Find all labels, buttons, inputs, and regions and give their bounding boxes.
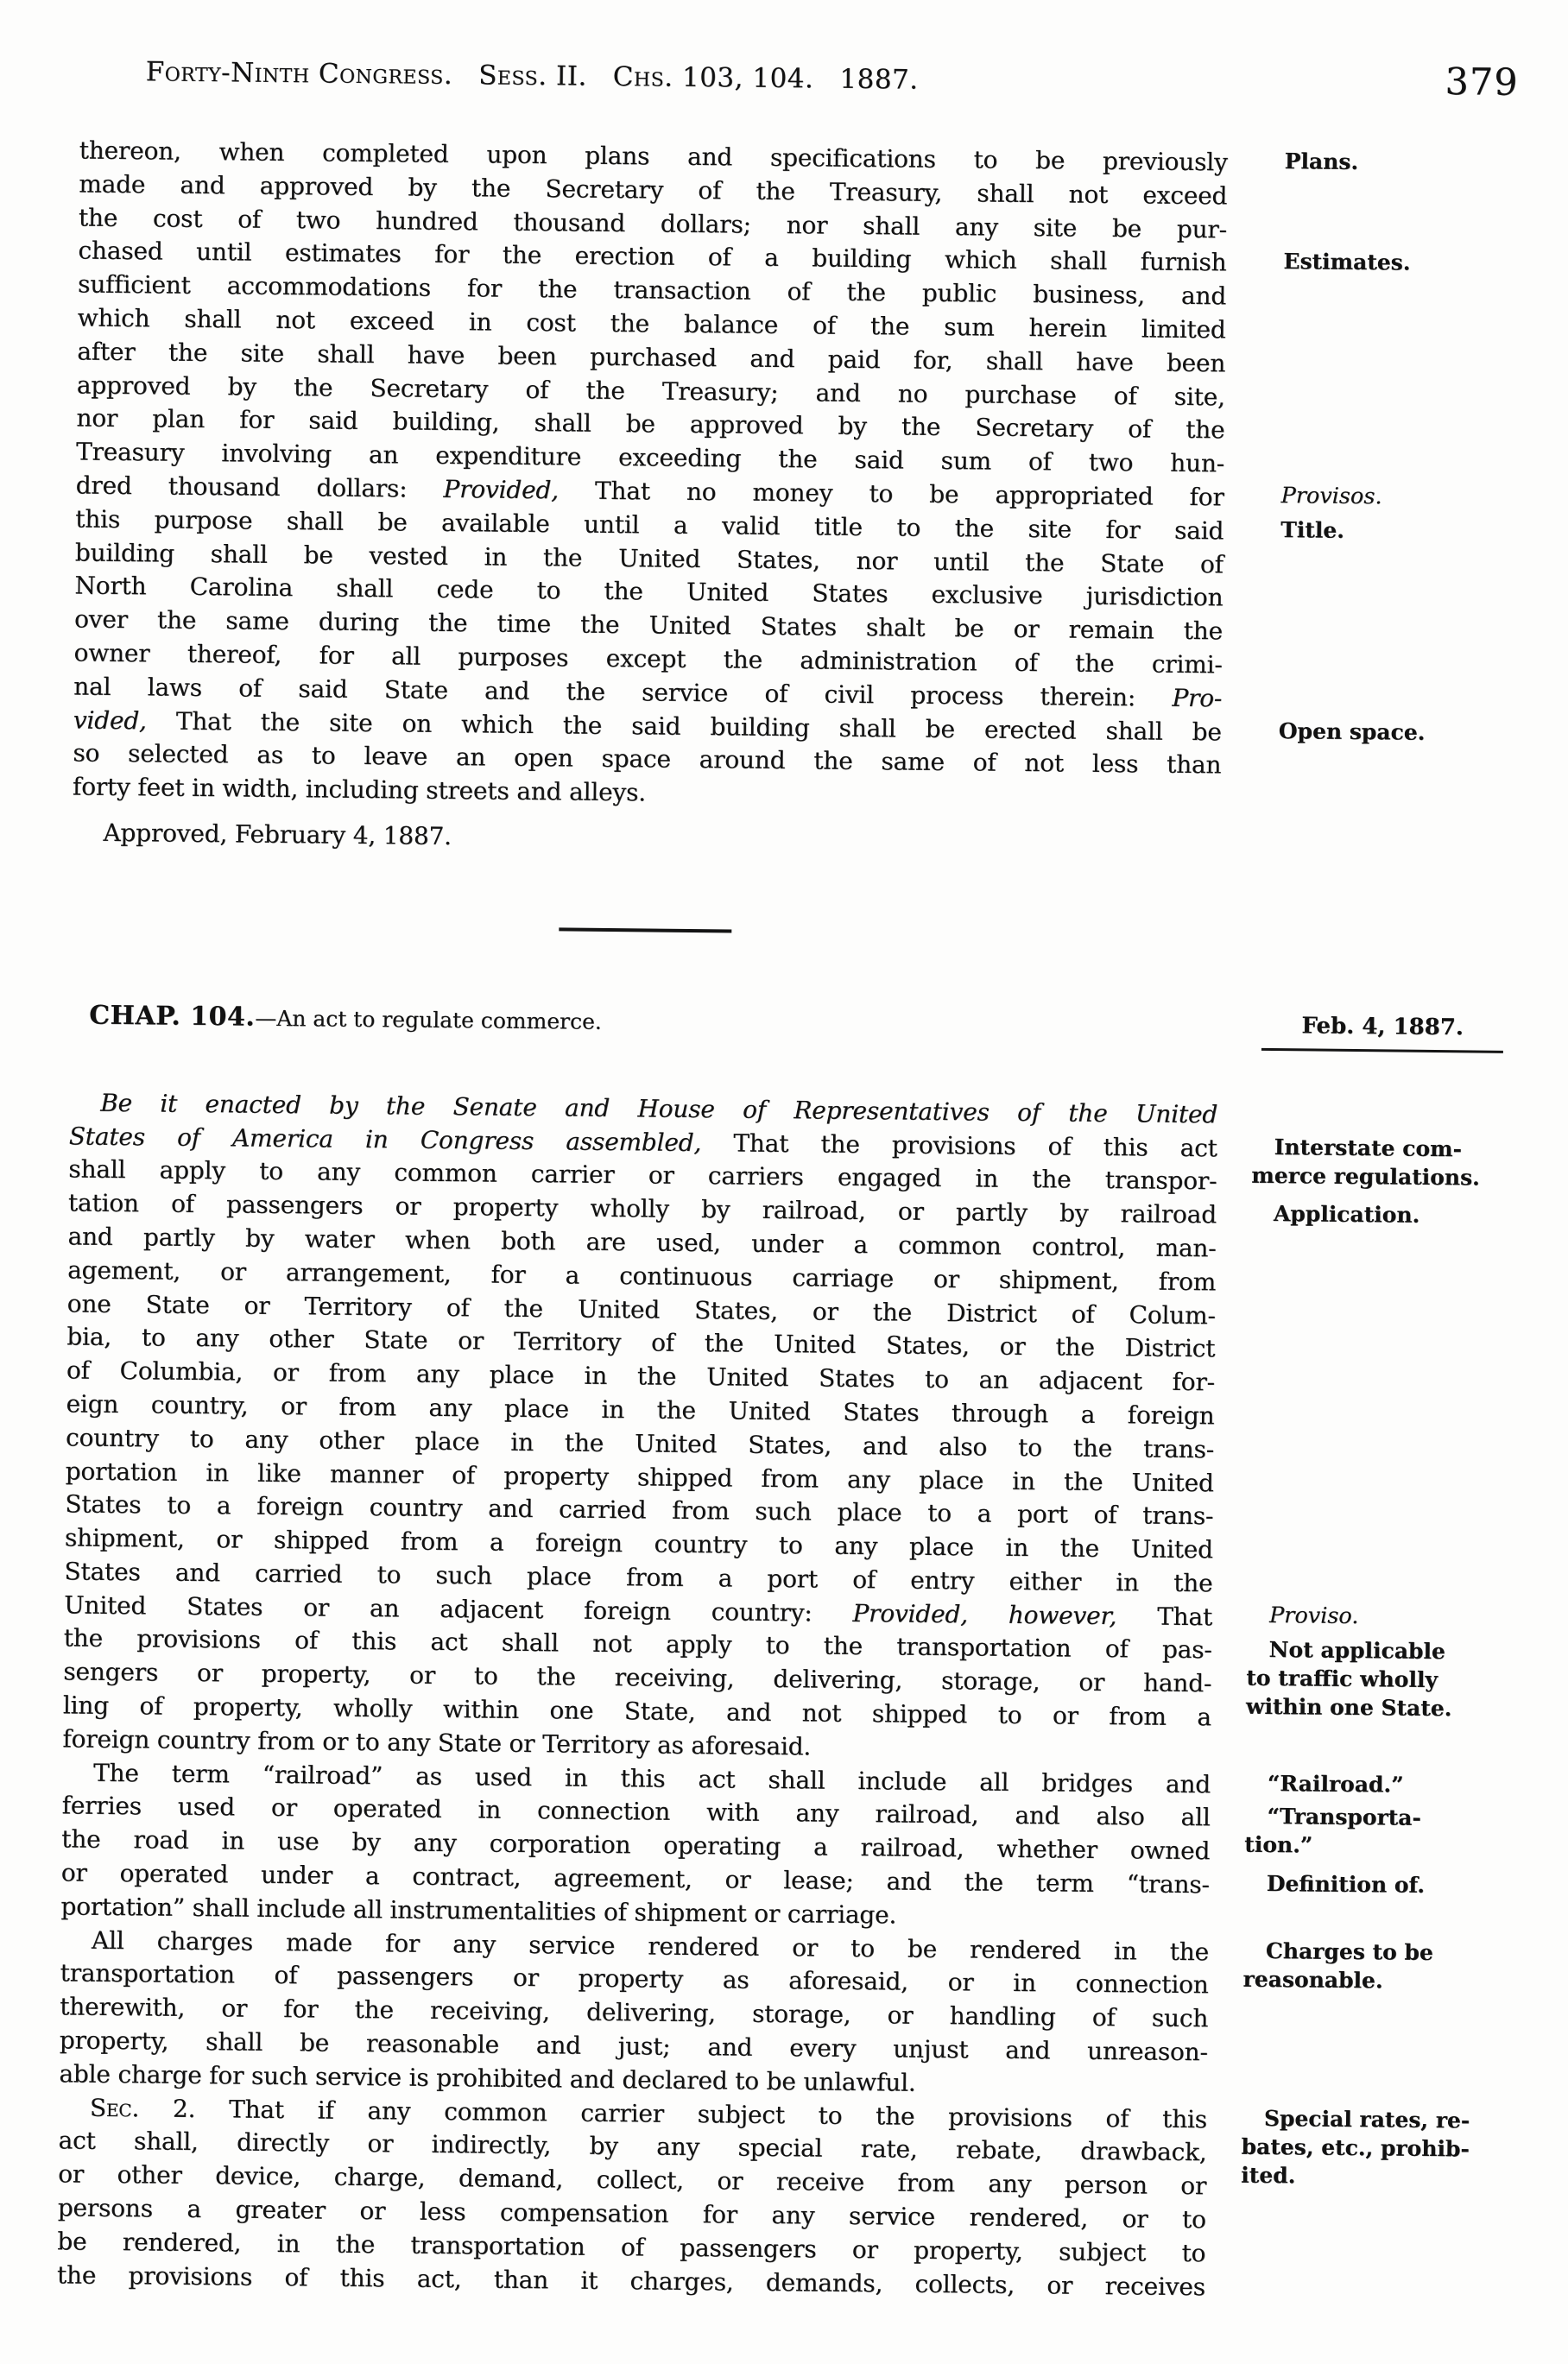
text-line: portation in like manner of property shipped from any place in the United — [65, 1456, 1214, 1497]
page-number: 379 — [1445, 60, 1519, 104]
text-line: agement, or arrangement, for a continuous carriage or shipment, from — [66, 1255, 1217, 1297]
text-line: the road in use by any corporation operating a railroad, whether owned — [61, 1824, 1211, 1866]
text-line: thereon, when completed upon plans and specifications to be previously — [79, 136, 1228, 177]
chap104-heading — [89, 998, 1218, 1046]
text-line: The term “railroad” as used in this act shall include all bridges and — [92, 1758, 1211, 1798]
text-line: able charge for such service is prohibited and declared to be unlawful. — [59, 2059, 916, 2097]
text-line: vided, That the site on which the said building shall be erected shall be — [73, 705, 1222, 746]
text-line: this purpose shall be available until a valid title to the site for said — [75, 504, 1224, 546]
date-underline-rule — [1261, 1048, 1503, 1053]
text-line: foreign country from or to any State or Territory as aforesaid. — [62, 1724, 812, 1761]
margin-note-line: Interstate com- — [1274, 1134, 1463, 1161]
text-line: nor plan for said building, shall be approved by the Secretary of the — [76, 403, 1225, 445]
chap104-enacting-paragraph — [0, 1085, 1558, 1772]
chapters-label: Chs. 103, 104. — [612, 60, 814, 95]
page-body — [0, 134, 1568, 2308]
text-line: and partly by water when both are used, under a common control, man- — [67, 1222, 1217, 1263]
margin-note-line: ited. — [1241, 2162, 1296, 2189]
margin-note — [1245, 1768, 1504, 1799]
text-line: ling of property, wholly within one State, and not shipped to or from a — [62, 1691, 1211, 1732]
text-line: nal laws of said State and the service of civil process therein: Pro- — [73, 672, 1223, 713]
margin-note — [1258, 515, 1517, 547]
margin-note-line: Proviso. — [1268, 1602, 1359, 1629]
text-line: the cost of two hundred thousand dollars; nor shall any site be pur- — [78, 203, 1228, 244]
text-line: States to a foreign country and carried from such place to a port of trans- — [65, 1489, 1214, 1531]
text-line: the provisions of this act shall not apply to the transportation of pas- — [63, 1623, 1212, 1665]
text-line: act shall, directly or indirectly, by any special rate, rebate, drawback, — [58, 2126, 1207, 2167]
chap103-closing-paragraph — [0, 134, 1568, 820]
margin-note-line: Estimates. — [1283, 249, 1411, 276]
margin-note-line: Open space. — [1278, 717, 1426, 745]
text-line: North Carolina shall cede to the United States exclusive jurisdiction — [74, 571, 1223, 612]
text-line: All charges made for any service rendered or to be rendered in the — [91, 1925, 1210, 1966]
margin-note — [1262, 147, 1521, 178]
congress-label: Forty-Ninth Congress. — [145, 56, 453, 92]
margin-note — [1241, 2103, 1501, 2191]
margin-note — [1242, 1936, 1502, 1995]
text-line: eign country, or from any place in the United States through a foreign — [66, 1389, 1215, 1431]
text-line: Sec. 2. That if any common carrier subject to the provisions of this — [89, 2093, 1208, 2133]
text-line: shall apply to any common carrier or carriers engaged in the transpor- — [68, 1154, 1217, 1196]
margin-note-line: Definition of. — [1266, 1871, 1426, 1898]
text-line: ferries used or operated in connection with any railroad, and also all — [61, 1791, 1211, 1832]
margin-note — [1251, 1132, 1511, 1191]
approval-margin — [1255, 829, 1514, 865]
text-line: or operated under a contract, agreement, or lease; and the term “trans- — [60, 1858, 1210, 1899]
margin-note-line: Application. — [1273, 1201, 1420, 1228]
margin-note-line: “Transporta- — [1267, 1804, 1422, 1831]
date-text: Feb. 4, 1887. — [1301, 1013, 1464, 1041]
approval-row — [0, 815, 1561, 865]
text-line: made and approved by the Secretary of the Treasury, shall not exceed — [79, 169, 1228, 211]
text-line: therewith, or for the receiving, delivering, storage, or handling of such — [60, 1992, 1209, 2033]
running-header — [0, 0, 1568, 105]
text-line: States of America in Congress assembled, That the provisions of this act — [68, 1121, 1217, 1162]
margin-note — [1244, 1869, 1503, 1900]
text-line: which shall not exceed in cost the balance of the sum herein limited — [77, 303, 1226, 344]
text-line: over the same during the time the United States shalt be or remain the — [73, 604, 1223, 646]
margin-column — [1255, 147, 1521, 819]
text-line: building shall be vested in the United States, nor until the State of — [74, 538, 1223, 578]
text-line: approved by the Secretary of the Treasury; and no purchase of site, — [76, 370, 1226, 411]
chap104-date-margin — [1253, 1011, 1512, 1053]
margin-note — [1246, 1634, 1506, 1722]
text-line: United States or an adjacent foreign country: Provided, however, That — [63, 1590, 1213, 1632]
text-line: Treasury involving an expenditure exceeding the said sum of two hun- — [75, 437, 1225, 478]
margin-note-line: tion.” — [1244, 1832, 1313, 1859]
chap104-heading-row — [0, 997, 1559, 1053]
text-line: States and carried to such place from a port of entry either in the — [64, 1557, 1213, 1598]
text-line: tation of passengers or property wholly by railroad, or partly by railroad — [67, 1188, 1217, 1229]
text-line: transportation of passengers or property as aforesaid, or in connection — [60, 1958, 1209, 2000]
text-line: after the site shall have been purchased and paid for, shall have been — [77, 337, 1226, 378]
margin-note — [1251, 1199, 1510, 1230]
chap104-charges-paragraph — [0, 1923, 1549, 2107]
text-line: the provisions of this act, than it charges, demands, collects, or receives — [56, 2260, 1206, 2301]
margin-note-line: within one State. — [1245, 1693, 1452, 1721]
text-line: Be it enacted by the Senate and House of Representatives of the United — [100, 1088, 1218, 1129]
date-margin-note — [1253, 1011, 1512, 1053]
margin-column — [1240, 2103, 1501, 2307]
text-line: persons a greater or less compensation for any service rendered, or to — [57, 2193, 1206, 2234]
margin-note-line: reasonable. — [1242, 1966, 1383, 1994]
chap104-definitions-paragraph — [0, 1755, 1551, 1939]
text-line: so selected as to leave an open space around the same of not less than — [73, 738, 1222, 780]
margin-note-line: Not applicable — [1268, 1636, 1446, 1664]
margin-note-line: Special rates, re- — [1263, 2105, 1470, 2133]
statute-separator-rule — [559, 927, 731, 932]
text-line: country to any other place in the United States, and also to the trans- — [65, 1423, 1215, 1464]
text-line: forty feet in width, including streets and alleys. — [72, 772, 647, 807]
margin-note-line: “Railroad.” — [1267, 1770, 1404, 1798]
year-label: 1887. — [839, 63, 919, 96]
statute-separator-row — [0, 921, 1559, 941]
margin-note-line: Charges to be — [1265, 1937, 1434, 1965]
chap104-number: CHAP. 104. — [89, 1000, 256, 1033]
text-line: of Columbia, or from any place in the United States to an adjacent for- — [66, 1356, 1216, 1397]
text-line: sufficient accommodations for the transaction of the public business, and — [77, 269, 1227, 311]
margin-note — [1244, 1802, 1504, 1861]
text-line: bia, to any other State or Territory of the United States, or the District — [66, 1322, 1216, 1363]
margin-note — [1261, 247, 1520, 278]
text-line: be rendered, in the transportation of passengers or property, subject to — [57, 2227, 1206, 2268]
margin-note-line: Provisos. — [1280, 483, 1382, 510]
margin-note — [1247, 1601, 1506, 1632]
margin-note-line: merce regulations. — [1251, 1162, 1480, 1191]
text-line: property, shall be reasonable and just; and every unjust and unreason- — [59, 2026, 1208, 2067]
margin-note-line: bates, etc., prohib- — [1241, 2133, 1470, 2162]
session-label: Sess. II. — [477, 60, 587, 92]
text-line: portation” shall include all instrumentalities of shipment or carriage. — [60, 1892, 897, 1930]
approval-line: Approved, February 4, 1887. — [103, 818, 452, 850]
margin-column — [1242, 1936, 1502, 2106]
text-line: sengers or property, or to the receiving, delivering, storage, or hand- — [63, 1657, 1212, 1698]
margin-note-line: to traffic wholly — [1246, 1665, 1438, 1692]
chap104-act-title: —An act to regulate commerce. — [255, 1005, 602, 1034]
running-head-text — [146, 56, 919, 95]
margin-note-line: Title. — [1280, 516, 1345, 543]
text-line: dred thousand dollars: Provided, That no money to be appropriated for — [75, 471, 1224, 512]
text-line: shipment, or shipped from a foreign country to any place in the United — [64, 1523, 1214, 1564]
margin-column — [1245, 1099, 1511, 1772]
margin-note — [1258, 482, 1517, 513]
margin-column — [1243, 1768, 1504, 1938]
text-line: owner thereof, for all purposes except the administration of the crimi- — [73, 638, 1223, 679]
text-line: one State or Territory of the United States, or the District of Colum- — [66, 1288, 1216, 1330]
margin-note-line: Plans. — [1284, 149, 1359, 175]
chap104-section2-paragraph — [0, 2090, 1547, 2308]
text-line: or other device, charge, demand, collect, or receive from any person or — [58, 2159, 1207, 2201]
text-line: chased until estimates for the erection of a building which shall furnish — [78, 236, 1227, 277]
margin-note — [1256, 716, 1515, 747]
